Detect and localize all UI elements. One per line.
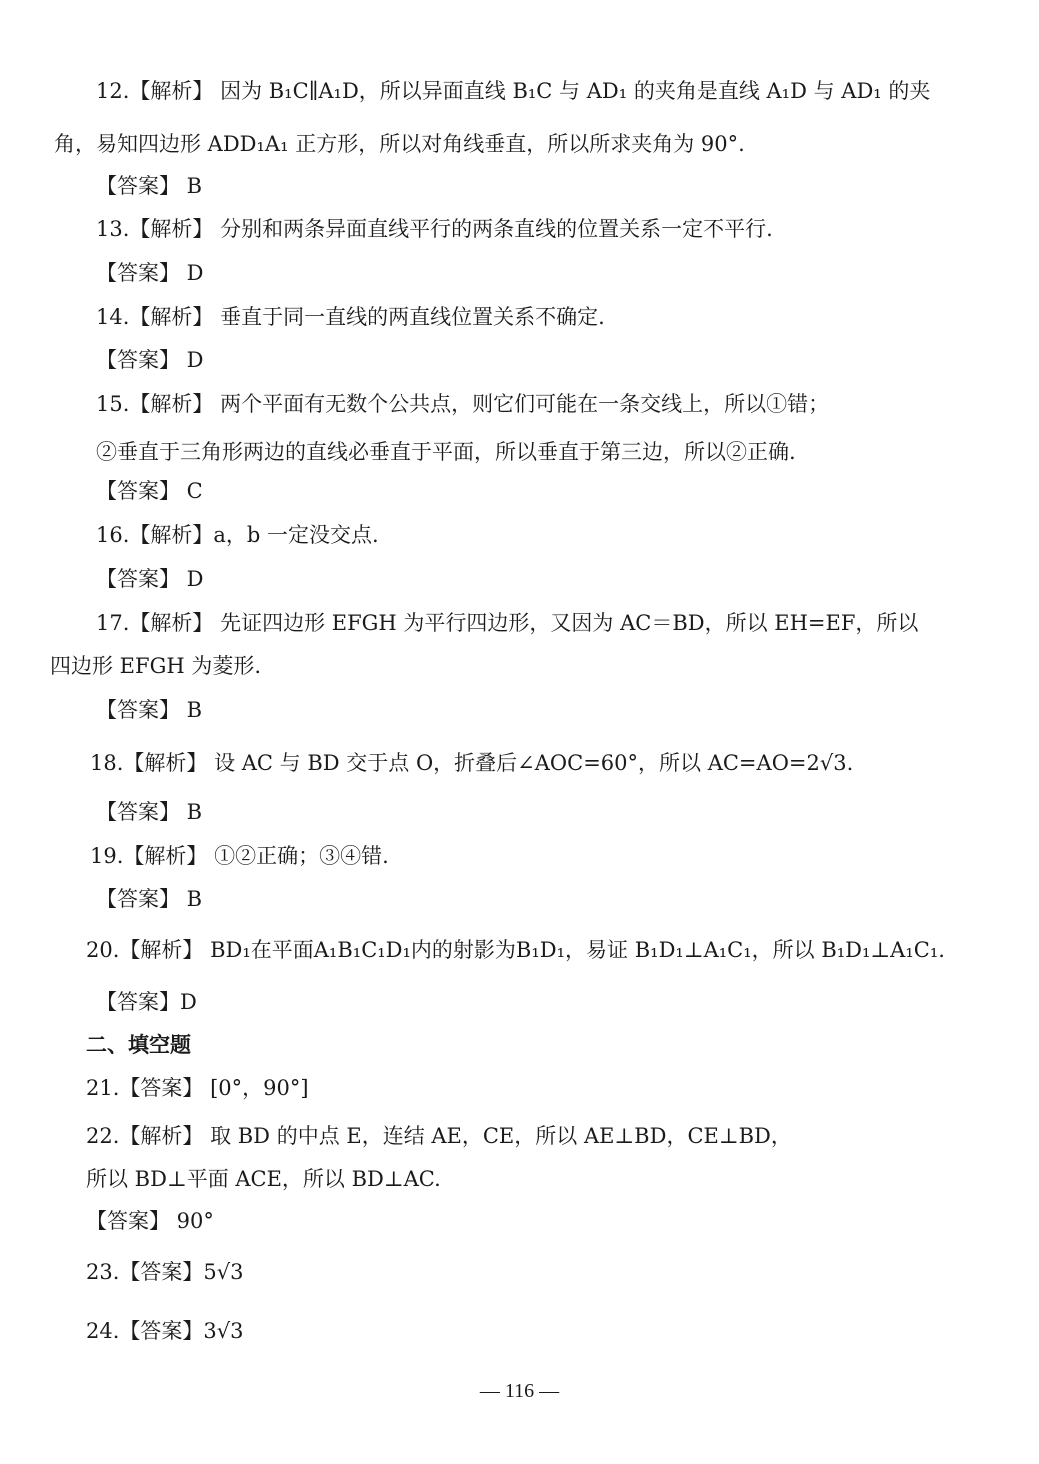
line-16-analysis: 16.【解析】a，b 一定没交点. bbox=[96, 523, 379, 547]
line-20-answer: 【答案】D bbox=[96, 990, 197, 1014]
section-heading-fill-blank: 二、填空题 bbox=[86, 1033, 191, 1057]
line-12-answer: 【答案】 B bbox=[96, 174, 203, 198]
line-21-answer: 21.【答案】 [0°，90°] bbox=[86, 1076, 309, 1100]
line-22-answer: 【答案】 90° bbox=[86, 1209, 214, 1233]
line-18-answer: 【答案】 B bbox=[96, 800, 203, 824]
line-15-analysis: 15.【解析】 两个平面有无数个公共点，则它们可能在一条交线上，所以①错； bbox=[96, 392, 830, 416]
line-24-answer: 24.【答案】3√3 bbox=[86, 1319, 244, 1343]
line-22-analysis: 22.【解析】 取 BD 的中点 E，连结 AE，CE，所以 AE⊥BD，CE⊥BD， bbox=[86, 1124, 792, 1148]
line-22-analysis-cont: 所以 BD⊥平面 ACE，所以 BD⊥AC. bbox=[86, 1167, 441, 1191]
line-23-answer: 23.【答案】5√3 bbox=[86, 1260, 244, 1284]
line-14-analysis: 14.【解析】 垂直于同一直线的两直线位置关系不确定. bbox=[96, 305, 605, 329]
page-number: — 116 — bbox=[479, 1380, 560, 1402]
line-12-analysis-cont: 角，易知四边形 ADD₁A₁ 正方形，所以对角线垂直，所以所求夹角为 90°. bbox=[54, 132, 745, 156]
line-13-answer: 【答案】 D bbox=[96, 261, 204, 285]
line-19-answer: 【答案】 B bbox=[96, 887, 203, 911]
line-14-answer: 【答案】 D bbox=[96, 348, 204, 372]
line-17-analysis-cont: 四边形 EFGH 为菱形. bbox=[50, 654, 262, 678]
line-17-analysis: 17.【解析】 先证四边形 EFGH 为平行四边形，又因为 AC＝BD，所以 EH=EF，所以 bbox=[96, 611, 919, 635]
line-20-analysis: 20.【解析】 BD₁在平面A₁B₁C₁D₁内的射影为B₁D₁，易证 B₁D₁⊥A₁C₁，所以 B₁D₁⊥A₁C₁. bbox=[86, 938, 945, 962]
line-17-answer: 【答案】 B bbox=[96, 698, 203, 722]
line-15-analysis-cont: ②垂直于三角形两边的直线必垂直于平面，所以垂直于第三边，所以②正确. bbox=[96, 440, 796, 464]
line-16-answer: 【答案】 D bbox=[96, 567, 204, 591]
line-19-analysis: 19.【解析】 ①②正确；③④错. bbox=[90, 844, 389, 868]
line-12-analysis: 12.【解析】 因为 B₁C∥A₁D，所以异面直线 B₁C 与 AD₁ 的夹角是直线 A₁D 与 AD₁ 的夹 bbox=[96, 79, 931, 103]
line-18-analysis: 18.【解析】 设 AC 与 BD 交于点 O，折叠后∠AOC=60°，所以 AC=AO=2√3. bbox=[90, 751, 854, 775]
line-15-answer: 【答案】 C bbox=[96, 479, 203, 503]
line-13-analysis: 13.【解析】 分别和两条异面直线平行的两条直线的位置关系一定不平行. bbox=[96, 217, 773, 241]
